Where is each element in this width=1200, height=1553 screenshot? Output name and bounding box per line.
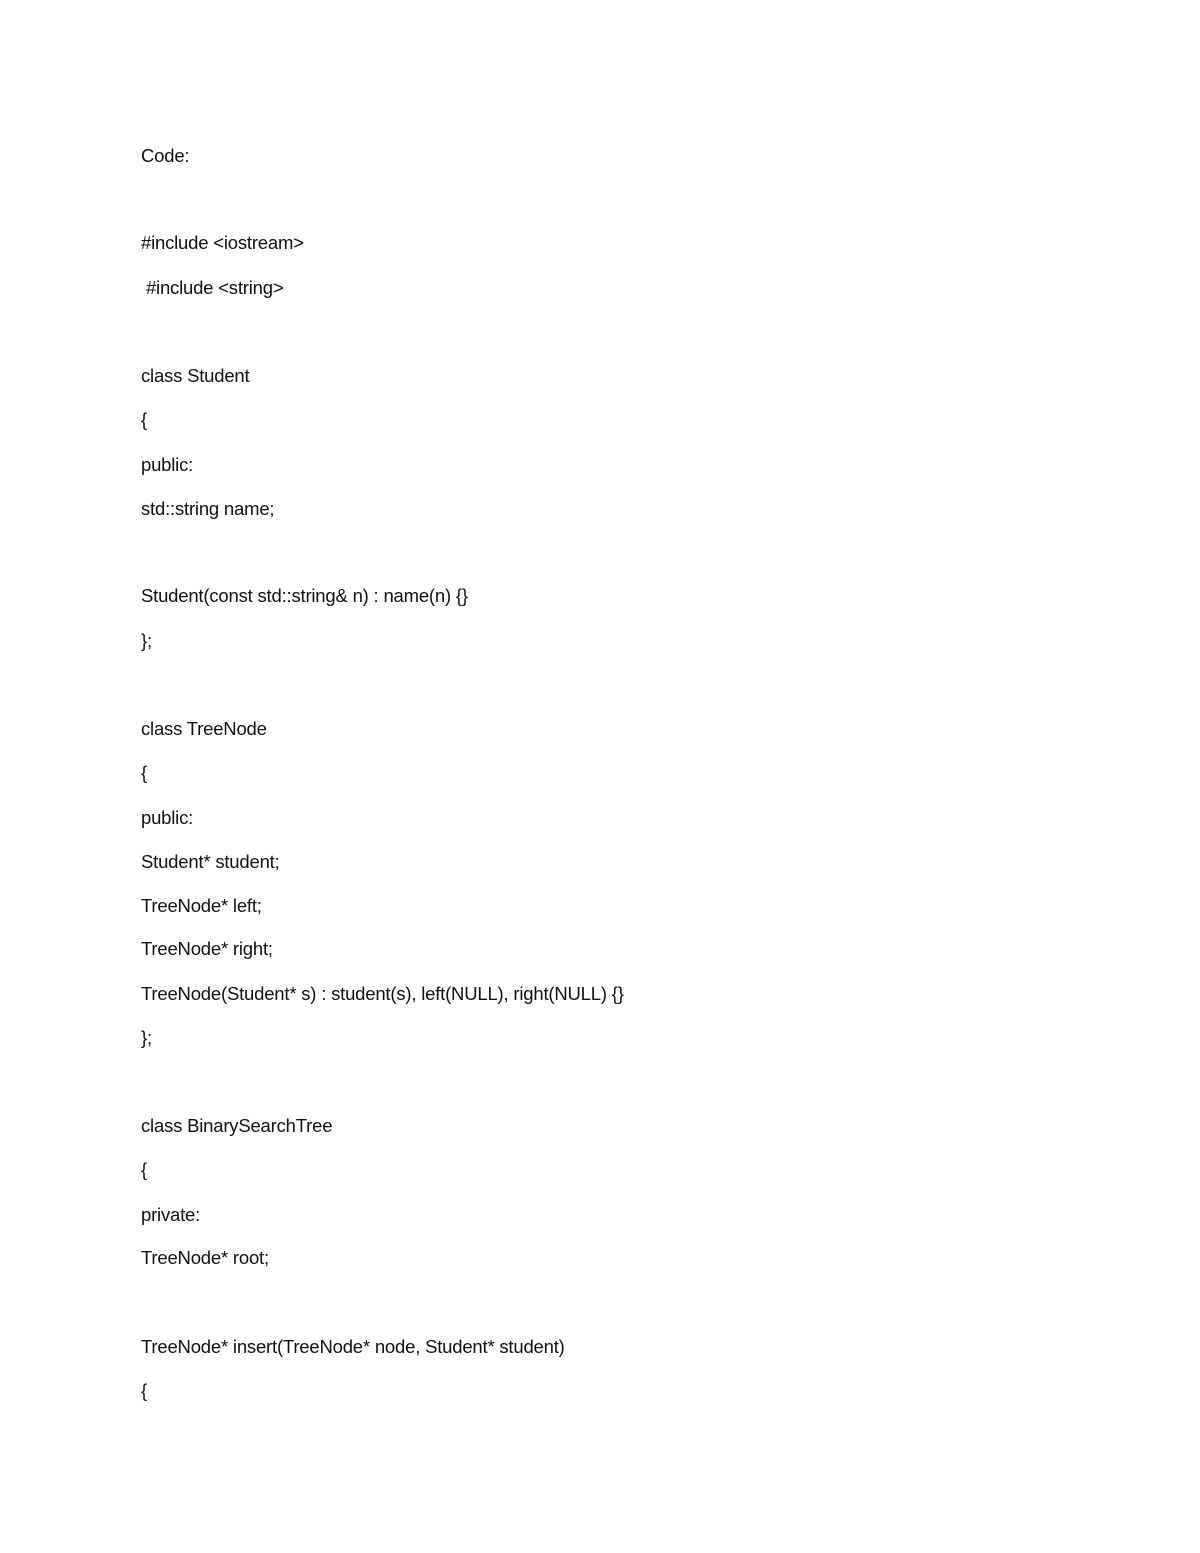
code-line: public: <box>141 807 194 828</box>
code-line: Student(const std::string& n) : name(n) {} <box>141 585 468 606</box>
code-line: TreeNode* insert(TreeNode* node, Student* student) <box>141 1336 565 1357</box>
code-line: public: <box>141 454 194 475</box>
code-line: }; <box>141 1027 152 1048</box>
code-line: }; <box>141 630 152 651</box>
code-line: { <box>141 1380 147 1401</box>
code-line: { <box>141 409 147 430</box>
code-line: { <box>141 762 147 783</box>
code-line: #include <iostream> <box>141 232 304 253</box>
code-line: { <box>141 1159 147 1180</box>
code-line: TreeNode(Student* s) : student(s), left(NULL), right(NULL) {} <box>141 983 624 1004</box>
code-line: class TreeNode <box>141 718 267 739</box>
code-line: Student* student; <box>141 851 280 872</box>
code-heading: Code: <box>141 145 190 166</box>
code-line: TreeNode* right; <box>141 938 273 959</box>
code-line: TreeNode* root; <box>141 1247 269 1268</box>
code-line: #include <string> <box>141 277 284 298</box>
code-line: private: <box>141 1204 201 1225</box>
code-line: std::string name; <box>141 498 275 519</box>
code-line: class Student <box>141 365 250 386</box>
code-line: TreeNode* left; <box>141 895 262 916</box>
code-line: class BinarySearchTree <box>141 1115 333 1136</box>
